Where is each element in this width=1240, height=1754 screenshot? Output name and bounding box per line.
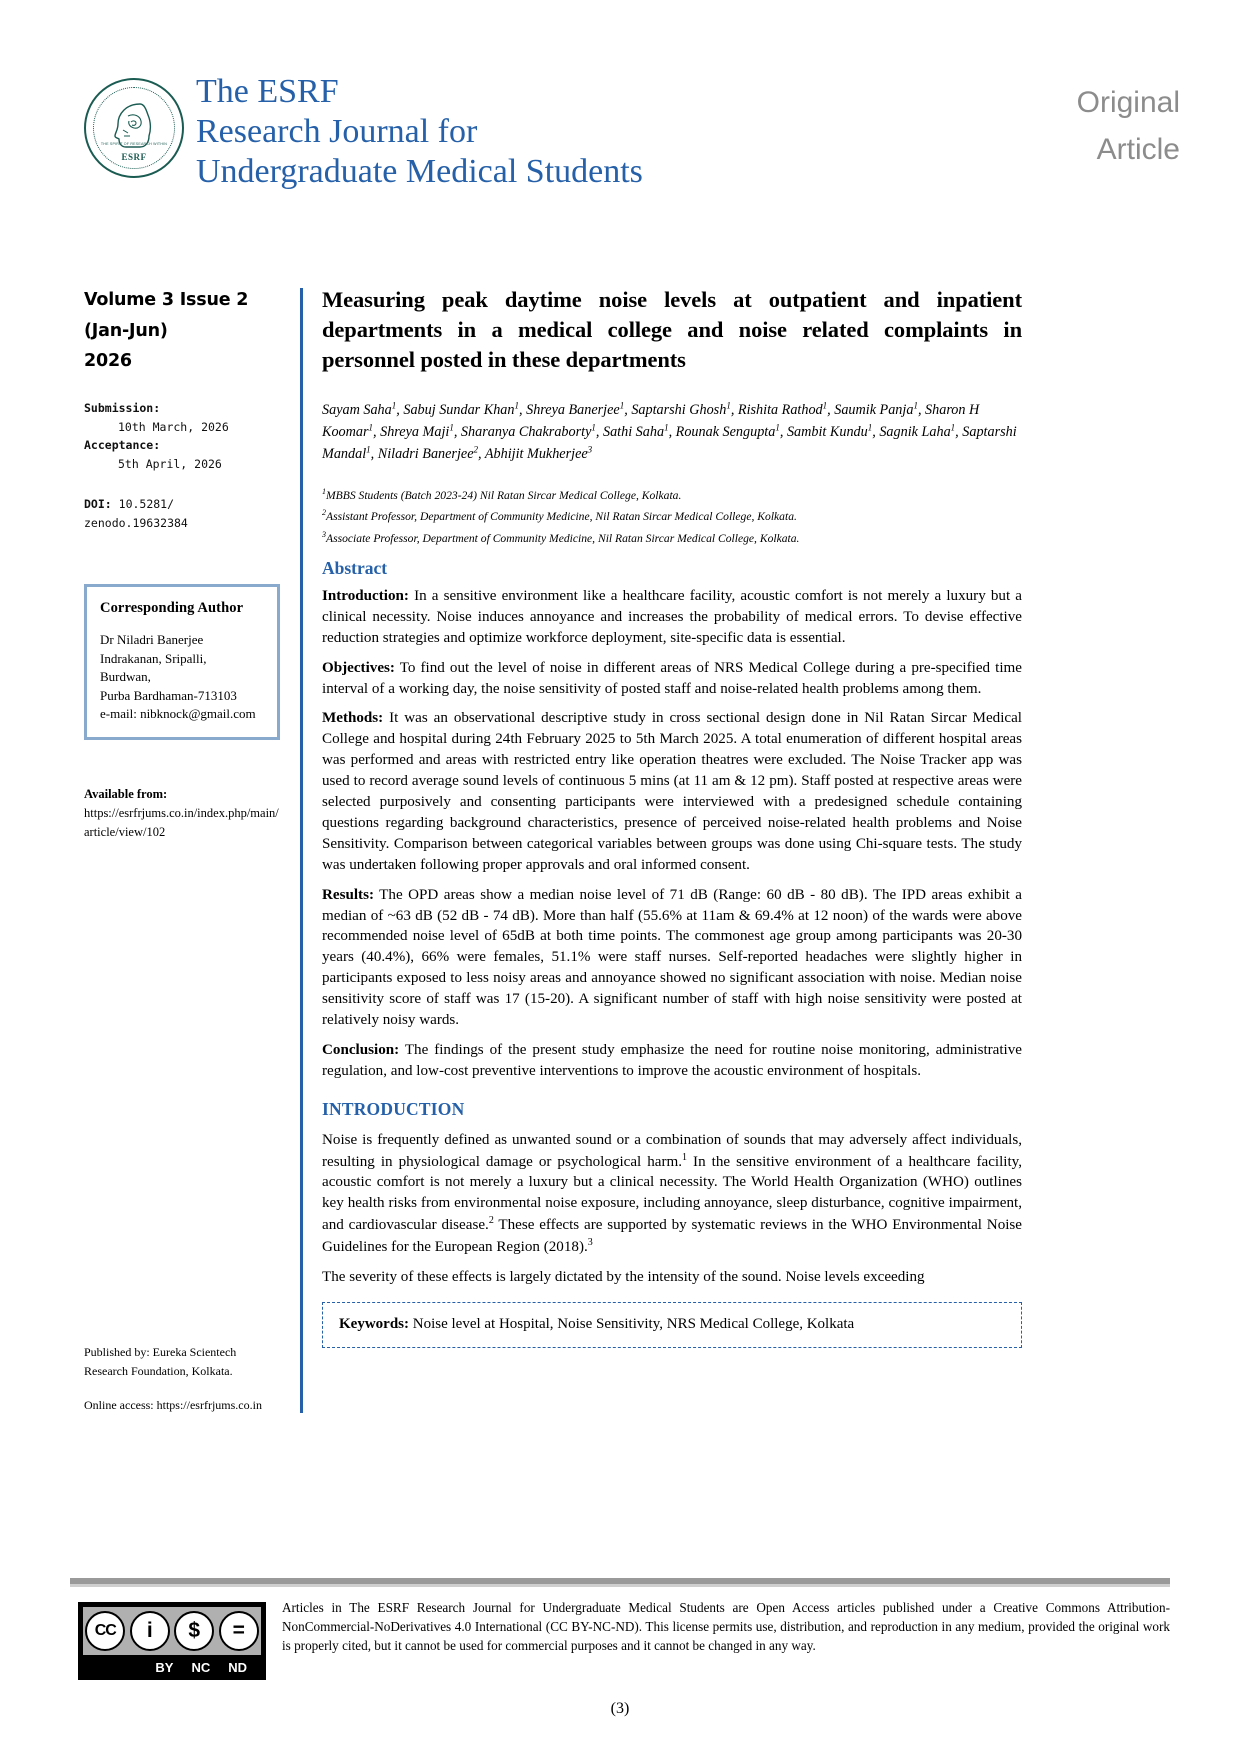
introduction-paragraph-2: The severity of these effects is largely dictated by the intensity of the sound. Noise levels exceeding (322, 1269, 925, 1286)
journal-title-line-3: Undergraduate Medical Students (196, 153, 643, 191)
article-main-column (322, 285, 1022, 1348)
available-from-url[interactable]: https://esrfrjums.co.in/index.php/main/article/view/102 (84, 806, 279, 839)
abstract-methods-text: It was an observational descriptive study in cross sectional design done in Nil Ratan Sircar Medical College and hospital during 24th February 2025 to 5th March 2025. A total enumeration of different hospital areas was performed and areas with restricted entry like operation theatres were excluded. The Noise Tracker app was used to record average sound levels of continuous 5 mins (at 11 am & 12 pm). Staff posted at respective areas were selected purposively and consenting participants were interviewed with a predesigned schedule containing questions regarding background characteristics, presence of perceived noise-related health problems and Noise Sensitivity. Comparison between categorical variables between groups was done using Chi-square tests. The study was undertaken following proper approvals and oral informed consent. (322, 710, 1022, 873)
affiliation-2: $^2$Assistant Professor, Department of Community Medicine, Nil Ratan Sircar Medical College, Kolkata. (322, 508, 797, 524)
footer-divider (70, 1578, 1170, 1584)
keywords-text: Noise level at Hospital, Noise Sensitivity, NRS Medical College, Kolkata (409, 1315, 855, 1332)
logo-acronym: ESRF (121, 152, 147, 162)
logo-caption: THE SPIRIT OF RESEARCH WITHIN (100, 142, 168, 146)
corresponding-author-address-2: Burdwan, (100, 669, 151, 685)
abstract-introduction-label: Introduction: (322, 588, 409, 605)
cc-nc-label: NC (191, 1659, 211, 1675)
page-number: (3) (610, 1700, 630, 1717)
article-type-line-2: Article (1096, 132, 1180, 166)
doi-block (84, 495, 280, 532)
submission-label: Submission: (84, 400, 161, 415)
sidebar (84, 285, 280, 1415)
cc-by-label: BY (155, 1659, 174, 1675)
abstract-heading: Abstract (322, 558, 388, 579)
affiliation-1: $^1$MBBS Students (Batch 2023-24) Nil Ratan Sircar Medical College, Kolkata. (322, 486, 682, 502)
article-type-line-1: Original (1076, 86, 1180, 119)
abstract-methods-paragraph (322, 708, 1022, 875)
masthead (0, 0, 1240, 250)
journal-title-line-2: Research Journal for (196, 113, 478, 151)
author-list-text: Sayam Saha$^1$, Sabuj Sundar Khan$^1$, Shreya Banerjee$^1$, Saptarshi Ghosh$^1$, Rishita Rathod$^1$, Saumik Panja$^1$, Sharon H Koomar$^1$, Shreya Maji$^1$, Sharanya Chakraborty$^1$, Sathi Saha$^1$, Rounak Sengupta$^1$, Sambit Kundu$^1$, Sagnik Laha$^1$, Saptarshi Mandal$^1$, Niladri Banerjee$^2$, Abhijit Mukherjee$^3$ (322, 399, 1017, 462)
publisher-info (84, 1343, 280, 1415)
cc-logo-icon: CC (85, 1611, 125, 1651)
corresponding-author-address-3: Purba Bardhaman-713103 (100, 687, 237, 703)
abstract-results-paragraph (322, 885, 1022, 1031)
column-divider (300, 288, 303, 1413)
corresponding-author-title: Corresponding Author (100, 600, 244, 617)
submission-date: 10th March, 2026 (118, 419, 229, 434)
cc-attribution-icon: i (130, 1611, 170, 1651)
corresponding-author-name: Dr Niladri Banerjee (100, 632, 204, 648)
doi-value[interactable]: 10.5281/ zenodo.19632384 (84, 497, 188, 530)
license-statement: Articles in The ESRF Research Journal for Undergraduate Medical Students are Open Access articles published under a Creative Commons Attribution-NonCommercial-NoDerivatives 4.0 International (CC BY-NC-ND). This license permits use, distribution, and reproduction in any medium, provided the original work is properly cited, but it cannot be used for commercial purposes and it cannot be changed in any way. (282, 1600, 1170, 1654)
introduction-paragraph-1 (322, 1130, 1022, 1258)
author-list (322, 399, 1022, 465)
abstract-conclusion-text: The findings of the present study emphasize the need for routine noise monitoring, administrative regulation, and low-cost preventive interventions to improve the acoustic environment of hospitals. (322, 1041, 1022, 1079)
published-by-text: Published by: Eureka Scientech Research Foundation, Kolkata. (84, 1345, 237, 1378)
abstract-objectives-paragraph (322, 658, 1022, 700)
corresponding-author-address-1: Indrakanan, Sripalli, (100, 650, 207, 666)
acceptance-label: Acceptance: (84, 438, 161, 453)
corresponding-author-email[interactable]: e-mail: nibknock@gmail.com (100, 705, 256, 721)
journal-title (196, 72, 643, 192)
acceptance-date: 5th April, 2026 (118, 456, 222, 471)
cc-noderivatives-icon: = (219, 1611, 259, 1651)
intro-text-b: In the sensitive environment of a healthcare facility, acoustic comfort is not merely a luxury but a clinical necessity. The World Health Organization (WHO) outlines key health risks from environmental noise exposure, including annoyance, sleep disturbance, cognitive impairment, and cardiovascular disease. (322, 1153, 1023, 1234)
article-title: Measuring peak daytime noise levels at outpatient and inpatient departments in a medical college and noise related complaints in personnel posted in these departments (322, 287, 1022, 372)
doi-label: DOI: (84, 497, 112, 512)
abstract-conclusion-paragraph (322, 1040, 1022, 1082)
creative-commons-badge-icon (78, 1602, 266, 1680)
abstract-introduction-paragraph (322, 586, 1022, 649)
publisher-spacer (84, 1380, 280, 1396)
volume-issue-block (84, 285, 280, 377)
abstract-results-text: The OPD areas show a median noise level of 71 dB (Range: 60 dB - 80 dB). The IPD areas exhibit a median of ~63 dB (52 dB - 74 dB). More than half (55.6% at 11am & 69.4% at 12 noon) of the wards were above recommended noise level of 65dB at both time points. The commonest age group among participants was 20-30 years (40.4%), 66% were females, 51.1% were staff nurses. Self-reported headaches were slightly higher in participants exposed to less noisy areas and annoyance showed no significant association with noise. Median noise sensitivity score of staff was 17 (15-20). A significant number of staff with high noise sensitivity were posted at relatively noisy wards. (322, 886, 1022, 1028)
cc-nd-label: ND (228, 1659, 247, 1675)
citation-ref-3[interactable]: 3 (587, 1237, 593, 1249)
cc-label-row (83, 1657, 261, 1677)
volume-line-1: Volume 3 Issue 2 (84, 290, 249, 310)
corresponding-author-box (84, 584, 280, 740)
citation-ref-2[interactable]: 2 (488, 1215, 494, 1227)
abstract-objectives-text: To find out the level of noise in different areas of NRS Medical College during a pre-specified time interval of a working day, the noise sensitivity of posted staff and noise-related health problems among them. (322, 659, 1022, 697)
introduction-heading: INTRODUCTION (322, 1098, 465, 1119)
corresponding-author-details (100, 631, 265, 723)
journal-logo (84, 78, 188, 182)
volume-year: 2026 (84, 351, 132, 372)
article-type-label (880, 80, 1180, 173)
available-from-block (84, 785, 280, 841)
citation-ref-1[interactable]: 1 (682, 1151, 688, 1163)
abstract-objectives-label: Objectives: (322, 659, 395, 676)
abstract-conclusion-label: Conclusion: (322, 1041, 400, 1058)
submission-acceptance-block (84, 399, 280, 474)
abstract-methods-label: Methods: (322, 710, 384, 727)
intro-text-a: Noise is frequently defined as unwanted sound or a combination of sounds that may adversely affect individuals, resulting in physiological damage or psychological harm. (322, 1131, 1022, 1170)
cc-noncommercial-icon: $ (174, 1611, 214, 1651)
intro-text-c: These effects are supported by systematic reviews in the WHO Environmental Noise Guidelines for the European Region (2018). (322, 1217, 1023, 1256)
available-from-label: Available from: (84, 787, 168, 802)
affiliation-3: $^3$Associate Professor, Department of Community Medicine, Nil Ratan Sircar Medical College, Kolkata. (322, 529, 800, 545)
online-access-text[interactable]: Online access: https://esrfrjums.co.in (84, 1398, 262, 1413)
keywords-label: Keywords: (339, 1315, 409, 1332)
keywords-box (322, 1302, 1022, 1349)
abstract-introduction-text: In a sensitive environment like a healthcare facility, acoustic comfort is not merely a luxury but a clinical necessity. Noise induces annoyance and increases the probability of medical errors. To devise effective reduction strategies and optimize workforce deployment, site-specific data is essential. (322, 588, 1022, 646)
abstract-results-label: Results: (322, 886, 374, 903)
cc-icon-row (83, 1607, 261, 1655)
journal-title-line-1: The ESRF (196, 73, 339, 110)
volume-line-2: (Jan-Jun) (84, 320, 168, 341)
